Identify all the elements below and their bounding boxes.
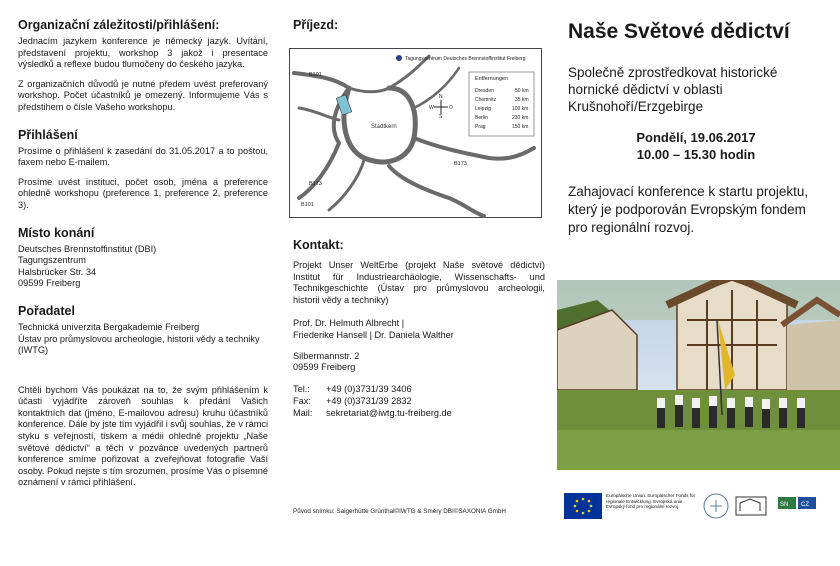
distance-km: 50 km	[515, 88, 529, 94]
distance-city: Dresden	[475, 88, 494, 94]
distance-city: Chemnitz	[475, 97, 497, 103]
contact-row	[293, 383, 452, 395]
registration-heading: Přihlášení	[18, 127, 78, 142]
org-paragraph-2: Z organizačních důvodů je nutné předem uvést preferovaný workshop. Počet účastníků je omezený. Informujeme Vás s předstihem o čísle Vašeho workshopu.	[18, 78, 268, 112]
event-photo	[557, 280, 840, 470]
registration-paragraph-1: Prosíme o přihlášení k zasedání do 31.05.2017 a to poštou, faxem nebo E-mailem.	[18, 145, 268, 168]
intro-text: Zahajovací konference k startu projektu, který je podporován Evropským fondem pro regionální rozvoj.	[568, 184, 809, 235]
arrival-heading: Příjezd:	[293, 18, 339, 32]
venue-line: Deutsches Brennstoffinstitut (DBI)	[18, 243, 157, 254]
org-paragraph-1: Jednacím jazykem konference je německý jazyk. Uvítání, představení projektu, workshop 3 jakož i presentace výsledků a reflexe budou tlumočeny do českého jazyka.	[18, 36, 268, 70]
map-center-label: Stadtkern	[371, 124, 397, 130]
contact-value[interactable]: +49 (0)3731/39 2832	[326, 395, 412, 406]
contact-row	[293, 407, 452, 419]
contact-person-line: Friederike Hansell | Dr. Daniela Walther	[293, 329, 454, 340]
svg-text:O: O	[449, 105, 453, 111]
contact-address-line: Silbermannstr. 2	[293, 350, 360, 361]
contact-table	[293, 383, 452, 420]
eu-flag-icon	[564, 493, 602, 519]
sponsor-logos	[564, 491, 834, 523]
venue-line: Tagungszentrum	[18, 255, 86, 266]
distance-title: Entfernungen	[475, 76, 509, 82]
page-title: Naše Světové dědictví	[568, 20, 790, 43]
left-column	[18, 18, 268, 497]
map-road-label: B173	[454, 161, 467, 167]
photo-credit: Původ snímku: Saigerhütte Grünthal©IWTG & Směry DBI©SAXONIA GmbH	[293, 508, 506, 515]
organizer-lines	[18, 322, 268, 357]
organizer-heading: Pořadatel	[18, 303, 75, 318]
contact-value[interactable]: +49 (0)3731/39 3406	[326, 383, 412, 394]
venue-heading: Místo konání	[18, 225, 95, 240]
contact-institute: Projekt Unser WeltErbe (projekt Naše světové dědictví) Institut für Industriearchäologie, Wissenschafts- und Technikgeschichte (Ústav pro průmyslovou archeologii, historii vědy a techniky)	[293, 260, 545, 305]
svg-text:CZ: CZ	[801, 502, 809, 508]
right-column	[566, 18, 826, 237]
organizer-line: Ústav pro průmyslovou archeologie, historii vědy a techniky (IWTG)	[18, 333, 260, 356]
registration-paragraph-2: Prosíme uvést instituci, počet osob, jména a preference ohledně workshopu (preference 1, preference 2, preference 3).	[18, 176, 268, 210]
contact-label: Tel.:	[293, 383, 310, 394]
distance-km: 35 km	[515, 97, 529, 103]
distance-km: 150 km	[512, 124, 529, 130]
arrival-map	[289, 48, 542, 218]
eu-logo-text: Europäische Union. Europäischer Fonds für regionale Entwicklung. Evropská unie. Evropský fond pro regionální rozvoj.	[606, 493, 696, 510]
venue-address	[18, 244, 268, 290]
venue-marker-icon	[396, 55, 402, 61]
contact-person-line: Prof. Dr. Helmuth Albrecht |	[293, 318, 405, 329]
event-time-line: 10.00 – 15.30 hodin	[636, 147, 756, 162]
distance-city: Berlin	[475, 115, 488, 121]
map-road-label: B101	[301, 202, 314, 208]
consent-paragraph: Chtěli bychom Vás poukázat na to, že svým přihlášením k účasti vyjádříte zároveň souhlas k předání Vašich kontaktních dat (jméno, E-mailovou adresu) kruhu účastníků konference. Dále by jste tím vyjádřil i svůj souhlas, že v rámci styku s veřejností, tiskem a médii ohledně projektu „Naše světové dědictví“ a těch v pozvánce uvedených partnerů konference smíme pořizovat a zveřejňovat fotografie Vaší osoby. Pokud nejste s tím srozumen, prosíme Vás o písemné oznámení v rámci přihlášení.	[18, 384, 268, 488]
contact-address	[293, 351, 545, 374]
svg-text:W: W	[429, 105, 434, 111]
map-venue-label: Tagungszentrum Deutsches Brennstoffinstitut Freiberg	[405, 56, 526, 62]
event-date-line: Pondělí, 19.06.2017	[636, 130, 756, 145]
contact-people	[293, 318, 545, 341]
subtitle: Společně zprostředkovat historické hornické dědictví v oblasti Krušnohoří/Erzgebirge	[568, 65, 778, 114]
svg-text:N: N	[439, 94, 443, 100]
contact-label: Fax:	[293, 395, 311, 406]
distance-city: Prag	[475, 124, 486, 130]
contact-section	[293, 238, 545, 419]
organizer-line: Technická univerzita Bergakademie Freiberg	[18, 321, 200, 332]
contact-label: Mail:	[293, 408, 313, 419]
contact-heading: Kontakt:	[293, 238, 344, 252]
venue-line: 09599 Freiberg	[18, 278, 81, 289]
org-heading: Organizační záležitosti/přihlášení:	[18, 18, 220, 32]
map-road-label: B173	[309, 181, 322, 187]
map-road-label: B101	[309, 72, 322, 78]
venue-line: Halsbrücker Str. 34	[18, 266, 97, 277]
svg-text:SN: SN	[780, 502, 789, 508]
contact-address-line: 09599 Freiberg	[293, 362, 356, 373]
contact-row	[293, 395, 452, 407]
distance-km: 230 km	[512, 115, 529, 121]
distance-km: 100 km	[512, 106, 529, 112]
contact-email-link[interactable]: sekretariat@iwtg.tu-freiberg.de	[326, 408, 452, 419]
distance-city: Leipzig	[475, 106, 491, 112]
event-date	[566, 129, 826, 163]
svg-text:S: S	[439, 114, 443, 120]
middle-column	[293, 18, 545, 36]
